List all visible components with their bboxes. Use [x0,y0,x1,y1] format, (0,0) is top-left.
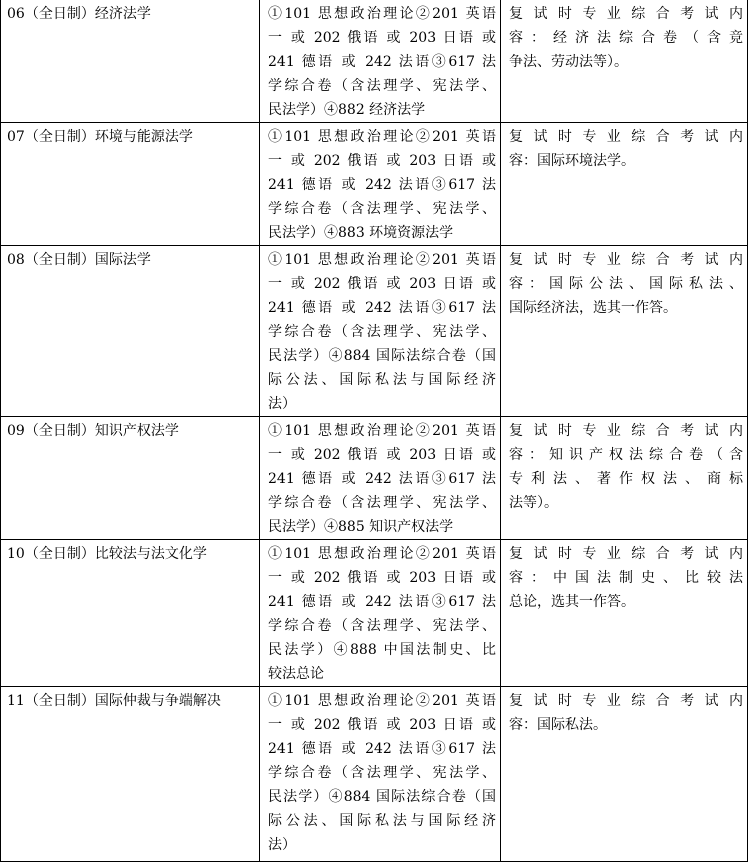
retest-note-cell [501,246,748,417]
table-row [1,246,748,417]
program-name: 06（全日制）经济法学 [7,6,151,22]
program-name: 11（全日制）国际仲裁与争端解决 [7,693,221,709]
exam-line: 241 德语 或 242 法语③617 法 [268,300,496,316]
exam-line: 一 或 202 俄语 或 203 日语 或 [268,153,496,169]
exam-line: ①101 思想政治理论②201 英语 [268,252,496,268]
exam-line: 一 或 202 俄语 或 203 日语 或 [268,570,496,586]
exam-line: ①101 思想政治理论②201 英语 [268,6,496,22]
note-line: 容：知识产权法综合卷（含 [509,447,743,463]
note-line: 容：中国法制史、比较法 [509,570,743,586]
program-name: 08（全日制）国际法学 [7,252,151,268]
retest-note-cell [501,417,748,540]
exam-line: 民法学）④883 环境资源法学 [268,225,454,241]
note-line: 复试时专业综合考试内 [509,252,743,268]
program-name-cell [1,0,260,123]
exam-subjects-cell [260,123,501,246]
exam-line: 法） [268,837,296,853]
note-line: 复试时专业综合考试内 [509,129,743,145]
exam-line: 241 德语 或 242 法语③617 法 [268,741,496,757]
retest-note-cell [501,0,748,123]
note-line: 容：国际环境法学。 [509,153,635,169]
exam-line: 民法学）④884 国际法综合卷（国 [268,348,496,364]
program-table-body [1,0,748,862]
note-line: 容：国际私法。 [509,717,607,733]
exam-line: 际公法、国际私法与国际经济 [268,372,496,388]
exam-subjects-cell [260,0,501,123]
program-name: 07（全日制）环境与能源法学 [7,129,193,145]
program-name: 10（全日制）比较法与法文化学 [7,546,207,562]
program-name-cell [1,417,260,540]
exam-line: ①101 思想政治理论②201 英语 [268,693,496,709]
exam-line: 民法学）④888 中国法制史、比 [268,642,496,658]
exam-line: 学综合卷（含法理学、宪法学、 [268,324,496,340]
exam-line: 241 德语 或 242 法语③617 法 [268,594,496,610]
exam-line: 民法学）④882 经济法学 [268,102,426,118]
exam-line: 较法总论 [268,666,324,682]
note-line: 复试时专业综合考试内 [509,6,743,22]
note-line: 总论，选其一作答。 [509,594,635,610]
retest-note-cell [501,687,748,862]
exam-line: 学综合卷（含法理学、宪法学、 [268,765,496,781]
note-line: 争法、劳动法等）。 [509,54,628,70]
exam-subjects-cell [260,540,501,687]
exam-subjects-cell [260,417,501,540]
exam-subjects-cell [260,246,501,417]
note-line: 复试时专业综合考试内 [509,546,743,562]
exam-line: 一 或 202 俄语 或 203 日语 或 [268,717,496,733]
note-line: 容：国际公法、国际私法、 [509,276,743,292]
program-name-cell [1,123,260,246]
program-name-cell [1,687,260,862]
exam-line: ①101 思想政治理论②201 英语 [268,546,496,562]
note-line: 专利法、著作权法、商标 [509,471,743,487]
exam-line: 学综合卷（含法理学、宪法学、 [268,618,496,634]
exam-subjects-cell [260,687,501,862]
program-name: 09（全日制）知识产权法学 [7,423,179,439]
program-name-cell [1,246,260,417]
exam-line: 241 德语 或 242 法语③617 法 [268,54,496,70]
exam-line: 一 或 202 俄语 或 203 日语 或 [268,30,496,46]
exam-line: 241 德语 或 242 法语③617 法 [268,471,496,487]
table-row [1,417,748,540]
exam-line: 民法学）④885 知识产权法学 [268,519,454,535]
retest-note-cell [501,540,748,687]
note-line: 法等）。 [509,495,558,511]
exam-line: 法） [268,396,296,412]
exam-line: 241 德语 或 242 法语③617 法 [268,177,496,193]
note-line: 复试时专业综合考试内 [509,423,743,439]
exam-line: 学综合卷（含法理学、宪法学、 [268,78,496,94]
note-line: 复试时专业综合考试内 [509,693,743,709]
table-row [1,0,748,123]
table-row [1,687,748,862]
note-line: 国际经济法，选其一作答。 [509,300,677,316]
exam-line: 一 或 202 俄语 或 203 日语 或 [268,276,496,292]
program-name-cell [1,540,260,687]
exam-line: ①101 思想政治理论②201 英语 [268,129,496,145]
exam-line: 学综合卷（含法理学、宪法学、 [268,201,496,217]
table-row [1,540,748,687]
exam-line: 学综合卷（含法理学、宪法学、 [268,495,496,511]
note-line: 容：经济法综合卷（含竞 [509,30,743,46]
exam-line: ①101 思想政治理论②201 英语 [268,423,496,439]
table-row [1,123,748,246]
exam-line: 际公法、国际私法与国际经济 [268,813,496,829]
exam-line: 一 或 202 俄语 或 203 日语 或 [268,447,496,463]
retest-note-cell [501,123,748,246]
exam-line: 民法学）④884 国际法综合卷（国 [268,789,496,805]
